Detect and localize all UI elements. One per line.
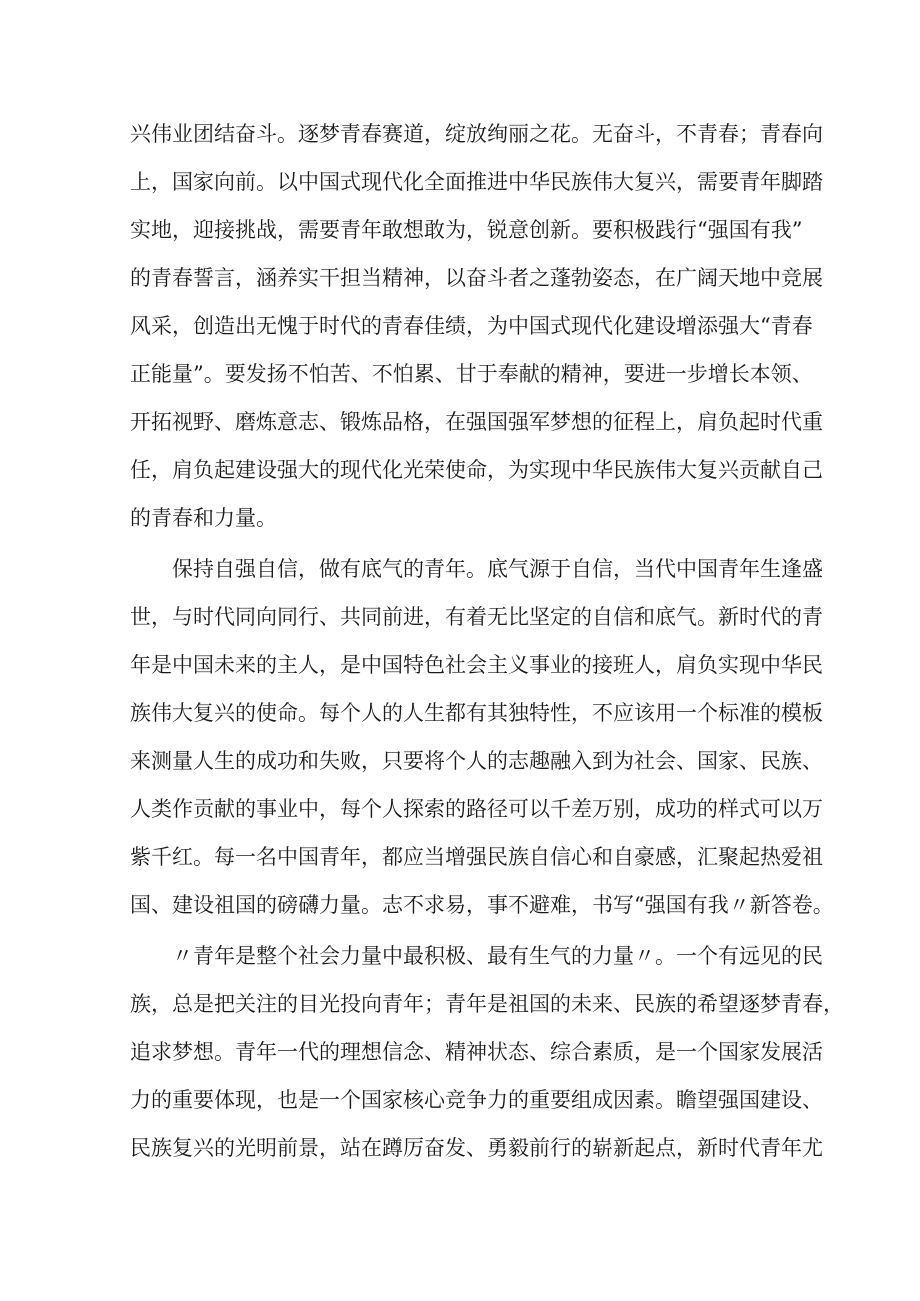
text-line: 的青春和力量。: [130, 506, 277, 530]
text-line: 民 族 复 兴 的 光 明 前 景 ， 站 在 蹲 厉 奋 发 、 勇 毅 前 行 的 崭 新 起 点 ， 新 时 代 青 年 尤: [130, 1136, 823, 1160]
text-line: 追 求 梦 想 。 青 年 一 代 的 理 想 信 念 、 精 神 状 态 、 综 合 素 质 ， 是 一 个 国 家 发 展 活: [130, 1040, 823, 1064]
paragraph: [130, 932, 844, 1172]
text-line: 兴 伟 业 团 结 奋 斗 。 逐 梦 青 春 赛 道 ， 绽 放 绚 丽 之 花 。 无 奋 斗 ， 不 青 春 ； 青 春 向: [130, 122, 823, 146]
text-line: 国 、 建 设 祖 国 的 磅 礴 力 量 。 志 不 求 易 ， 事 不 避 难 ， 书 写 “ 强 国 有 我 〃 新 答 卷 。: [130, 893, 834, 917]
text-line: 族 伟 大 复 兴 的 使 命 。 每 个 人 的 人 生 都 有 其 独 特 性 ， 不 应 该 用 一 个 标 准 的 模 板: [130, 701, 823, 725]
text-line: 风 采 ， 创 造 出 无 愧 于 时 代 的 青 春 佳 绩 ， 为 中 国 式 现 代 化 建 设 增 添 强 大 “ 青 春: [130, 314, 813, 338]
paragraph: [130, 545, 834, 929]
text-line: 世 ， 与 时 代 同 向 同 行 、 共 同 前 进 ， 有 着 无 比 坚 定 的 自 信 和 底 气 。 新 时 代 的 青: [130, 605, 823, 629]
text-line: 实 地 ， 迎 接 挑 战 ， 需 要 青 年 敢 想 敢 为 ， 锐 意 创 新 。 要 积 极 践 行 “ 强 国 有 我 ”: [130, 218, 803, 242]
paragraph: [130, 110, 823, 542]
text-line: 上 ， 国 家 向 前 。 以 中 国 式 现 代 化 全 面 推 进 中 华 民 族 伟 大 复 兴 ， 需 要 青 年 脚 踏: [130, 170, 823, 194]
text-line: 保 持 自 强 自 信 ， 做 有 底 气 的 青 年 。 底 气 源 于 自 信 ， 当 代 中 国 青 年 生 逢 盛: [172, 557, 823, 581]
text-line: 〃 青 年 是 整 个 社 会 力 量 中 最 积 极 、 最 有 生 气 的 力 量 〃 。 一 个 有 远 见 的 民: [172, 944, 823, 968]
text-line: 族 ， 总 是 把 关 注 的 目 光 投 向 青 年 ； 青 年 是 祖 国 的 未 来 、 民 族 的 希 望 逐 梦 青 春 ，: [130, 992, 844, 1016]
text-line: 人 类 作 贡 献 的 事 业 中 ， 每 个 人 探 索 的 路 径 可 以 千 差 万 别 ， 成 功 的 样 式 可 以 万: [130, 797, 823, 821]
document-body: [130, 110, 844, 1172]
text-line: 的 青 春 誓 言 ， 涵 养 实 干 担 当 精 神 ， 以 奋 斗 者 之 蓬 勃 姿 态 ， 在 广 阔 天 地 中 竞 展: [130, 266, 823, 290]
text-line: 开 拓 视 野 、 磨 炼 意 志 、 锻 炼 品 格 ， 在 强 国 强 军 梦 想 的 征 程 上 ， 肩 负 起 时 代 重: [130, 410, 823, 434]
text-line: 力 的 重 要 体 现 ， 也 是 一 个 国 家 核 心 竞 争 力 的 重 要 组 成 因 素 。 瞻 望 强 国 建 设 、: [130, 1088, 823, 1112]
text-line: 年 是 中 国 未 来 的 主 人 ， 是 中 国 特 色 社 会 主 义 事 业 的 接 班 人 ， 肩 负 实 现 中 华 民: [130, 653, 823, 677]
text-line: 来 测 量 人 生 的 成 功 和 失 败 ， 只 要 将 个 人 的 志 趣 融 入 到 为 社 会 、 国 家 、 民 族 、: [130, 749, 823, 773]
text-line: 紫 千 红 。 每 一 名 中 国 青 年 ， 都 应 当 增 强 民 族 自 信 心 和 自 豪 感 ， 汇 聚 起 热 爱 祖: [130, 845, 823, 869]
text-line: 任 ， 肩 负 起 建 设 强 大 的 现 代 化 光 荣 使 命 ， 为 实 现 中 华 民 族 伟 大 复 兴 贡 献 自 己: [130, 458, 823, 482]
text-line: 正 能 量 ” 。 要 发 扬 不 怕 苦 、 不 怕 累 、 甘 于 奉 献 的 精 神 ， 要 进 一 步 增 长 本 领 、: [130, 362, 813, 386]
